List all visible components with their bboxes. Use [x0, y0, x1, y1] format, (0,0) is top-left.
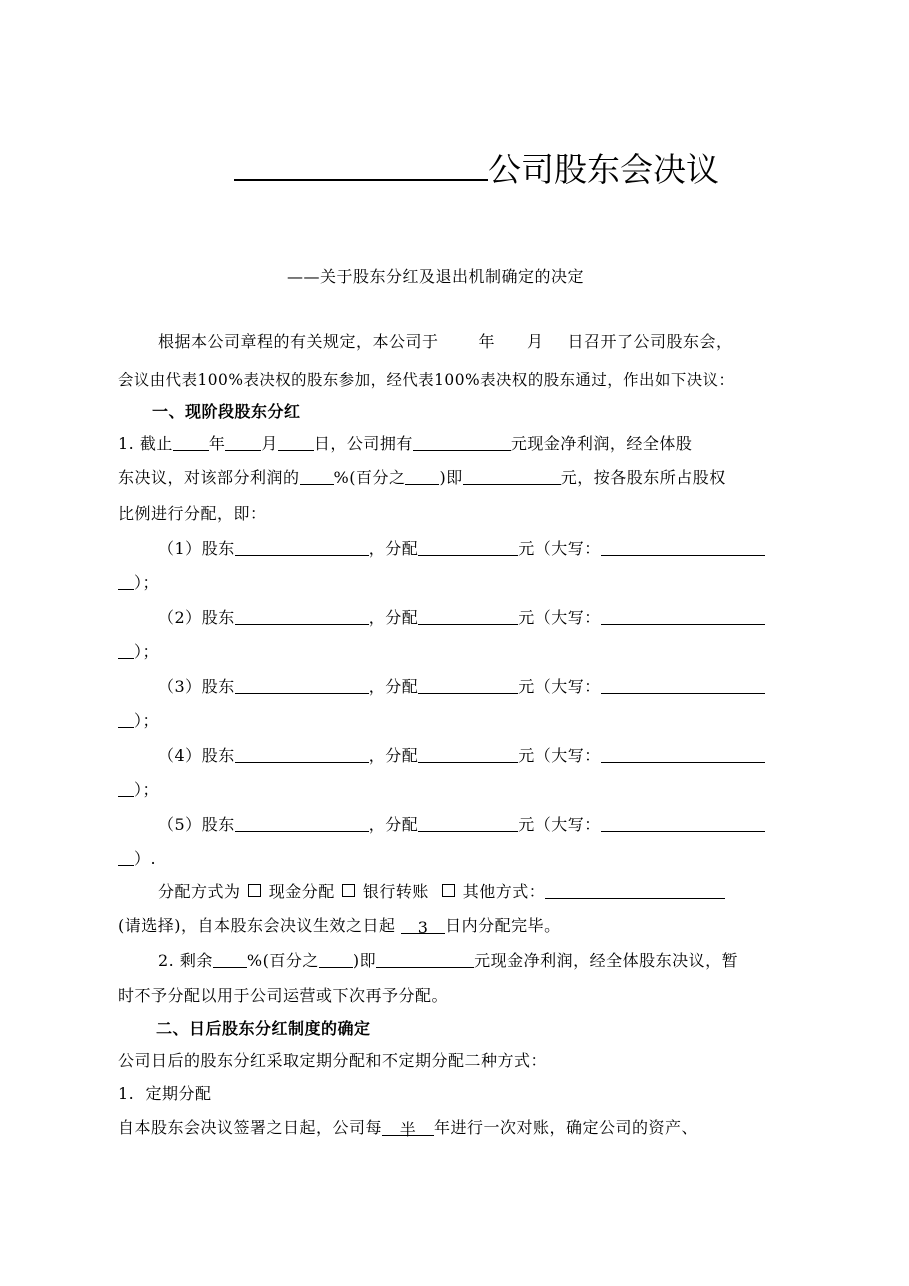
- blank-amount-words-cont[interactable]: [118, 642, 134, 659]
- intro-line-1: 根据本公司章程的有关规定，本公司于 年 月 日召开了公司股东会，: [158, 332, 733, 351]
- blank-year[interactable]: [173, 434, 209, 451]
- blank-other-method[interactable]: [545, 882, 725, 899]
- section-2-paragraph: 自本股东会决议签署之日起，公司每 半 年进行一次对账，确定公司的资产、: [118, 1118, 699, 1139]
- shareholder-row-2-end: ）；: [118, 641, 159, 663]
- document-title: 公司股东会决议: [234, 148, 719, 192]
- blank-amount-words[interactable]: [601, 539, 765, 556]
- paragraph-2-line-1: 2. 剩余 %(百分之 )即 元现金净利润，经全体股东决议，暂: [158, 951, 739, 970]
- distribution-deadline-line: (请选择)，自本股东会决议生效之日起 3 日内分配完毕。: [118, 916, 561, 937]
- blank-amount-words-cont[interactable]: [118, 780, 134, 797]
- shareholder-row-3: （3）股东 ，分配 元（大写：: [158, 676, 765, 698]
- company-name-blank[interactable]: [234, 149, 488, 181]
- shareholder-row-3-end: ）；: [118, 710, 159, 732]
- section-1-heading: 一、现阶段股东分红: [152, 402, 301, 421]
- shareholder-row-4: （4）股东 ，分配 元（大写：: [158, 745, 765, 767]
- blank-remaining-percent-words[interactable]: [319, 951, 353, 968]
- cash-checkbox[interactable]: [248, 884, 261, 897]
- paragraph-1-line-2: 东决议，对该部分利润的 %(百分之 )即 元，按各股东所占股权: [118, 468, 726, 487]
- blank-remaining-amount[interactable]: [376, 951, 474, 968]
- blank-amount-words[interactable]: [601, 746, 765, 763]
- blank-net-profit[interactable]: [413, 434, 511, 451]
- blank-allocation[interactable]: [418, 677, 518, 694]
- paragraph-2-line-2: 时不予分配以用于公司运营或下次再予分配。: [118, 986, 449, 1005]
- shareholder-row-4-end: ）；: [118, 779, 159, 801]
- blank-remaining-percent[interactable]: [213, 951, 247, 968]
- blank-amount[interactable]: [463, 468, 561, 485]
- period-value[interactable]: 半: [382, 1119, 434, 1136]
- blank-month[interactable]: [225, 434, 261, 451]
- blank-amount-words-cont[interactable]: [118, 573, 134, 590]
- paragraph-1-line-1: 1. 截止 年 月 日，公司拥有 元现金净利润，经全体股: [118, 434, 693, 453]
- document-subtitle: ——关于股东分红及退出机制确定的决定: [287, 267, 585, 286]
- shareholder-row-5-end: ）.: [118, 848, 156, 870]
- distribution-method-line: 分配方式为 现金分配 银行转账 其他方式：: [158, 881, 725, 903]
- blank-shareholder-name[interactable]: [235, 746, 369, 763]
- other-method-checkbox[interactable]: [442, 884, 455, 897]
- bank-transfer-checkbox[interactable]: [342, 884, 355, 897]
- blank-amount-words[interactable]: [601, 815, 765, 832]
- section-2-heading: 二、日后股东分红制度的确定: [156, 1019, 371, 1038]
- shareholder-row-5: （5）股东 ，分配 元（大写：: [158, 814, 765, 836]
- shareholder-row-1: （1）股东 ，分配 元（大写：: [158, 538, 765, 560]
- blank-day[interactable]: [278, 434, 314, 451]
- blank-shareholder-name[interactable]: [235, 608, 369, 625]
- blank-shareholder-name[interactable]: [235, 815, 369, 832]
- section-2-intro: 公司日后的股东分红采取定期分配和不定期分配二种方式：: [118, 1051, 548, 1070]
- shareholder-row-1-end: ）；: [118, 572, 159, 594]
- days-value[interactable]: 3: [401, 917, 445, 934]
- blank-shareholder-name[interactable]: [235, 539, 369, 556]
- blank-allocation[interactable]: [418, 608, 518, 625]
- intro-line-2: 会议由代表100%表决权的股东参加，经代表100%表决权的股东通过，作出如下决议：: [118, 371, 735, 389]
- blank-allocation[interactable]: [418, 539, 518, 556]
- blank-allocation[interactable]: [418, 746, 518, 763]
- shareholder-row-2: （2）股东 ，分配 元（大写：: [158, 607, 765, 629]
- blank-amount-words[interactable]: [601, 608, 765, 625]
- blank-amount-words[interactable]: [601, 677, 765, 694]
- blank-amount-words-cont[interactable]: [118, 849, 134, 866]
- blank-shareholder-name[interactable]: [235, 677, 369, 694]
- paragraph-1-line-3: 比例进行分配，即：: [118, 504, 267, 523]
- blank-amount-words-cont[interactable]: [118, 711, 134, 728]
- blank-percent-words[interactable]: [405, 468, 439, 485]
- blank-percent[interactable]: [300, 468, 334, 485]
- section-2-item-1: 1. 定期分配: [118, 1084, 212, 1103]
- blank-allocation[interactable]: [418, 815, 518, 832]
